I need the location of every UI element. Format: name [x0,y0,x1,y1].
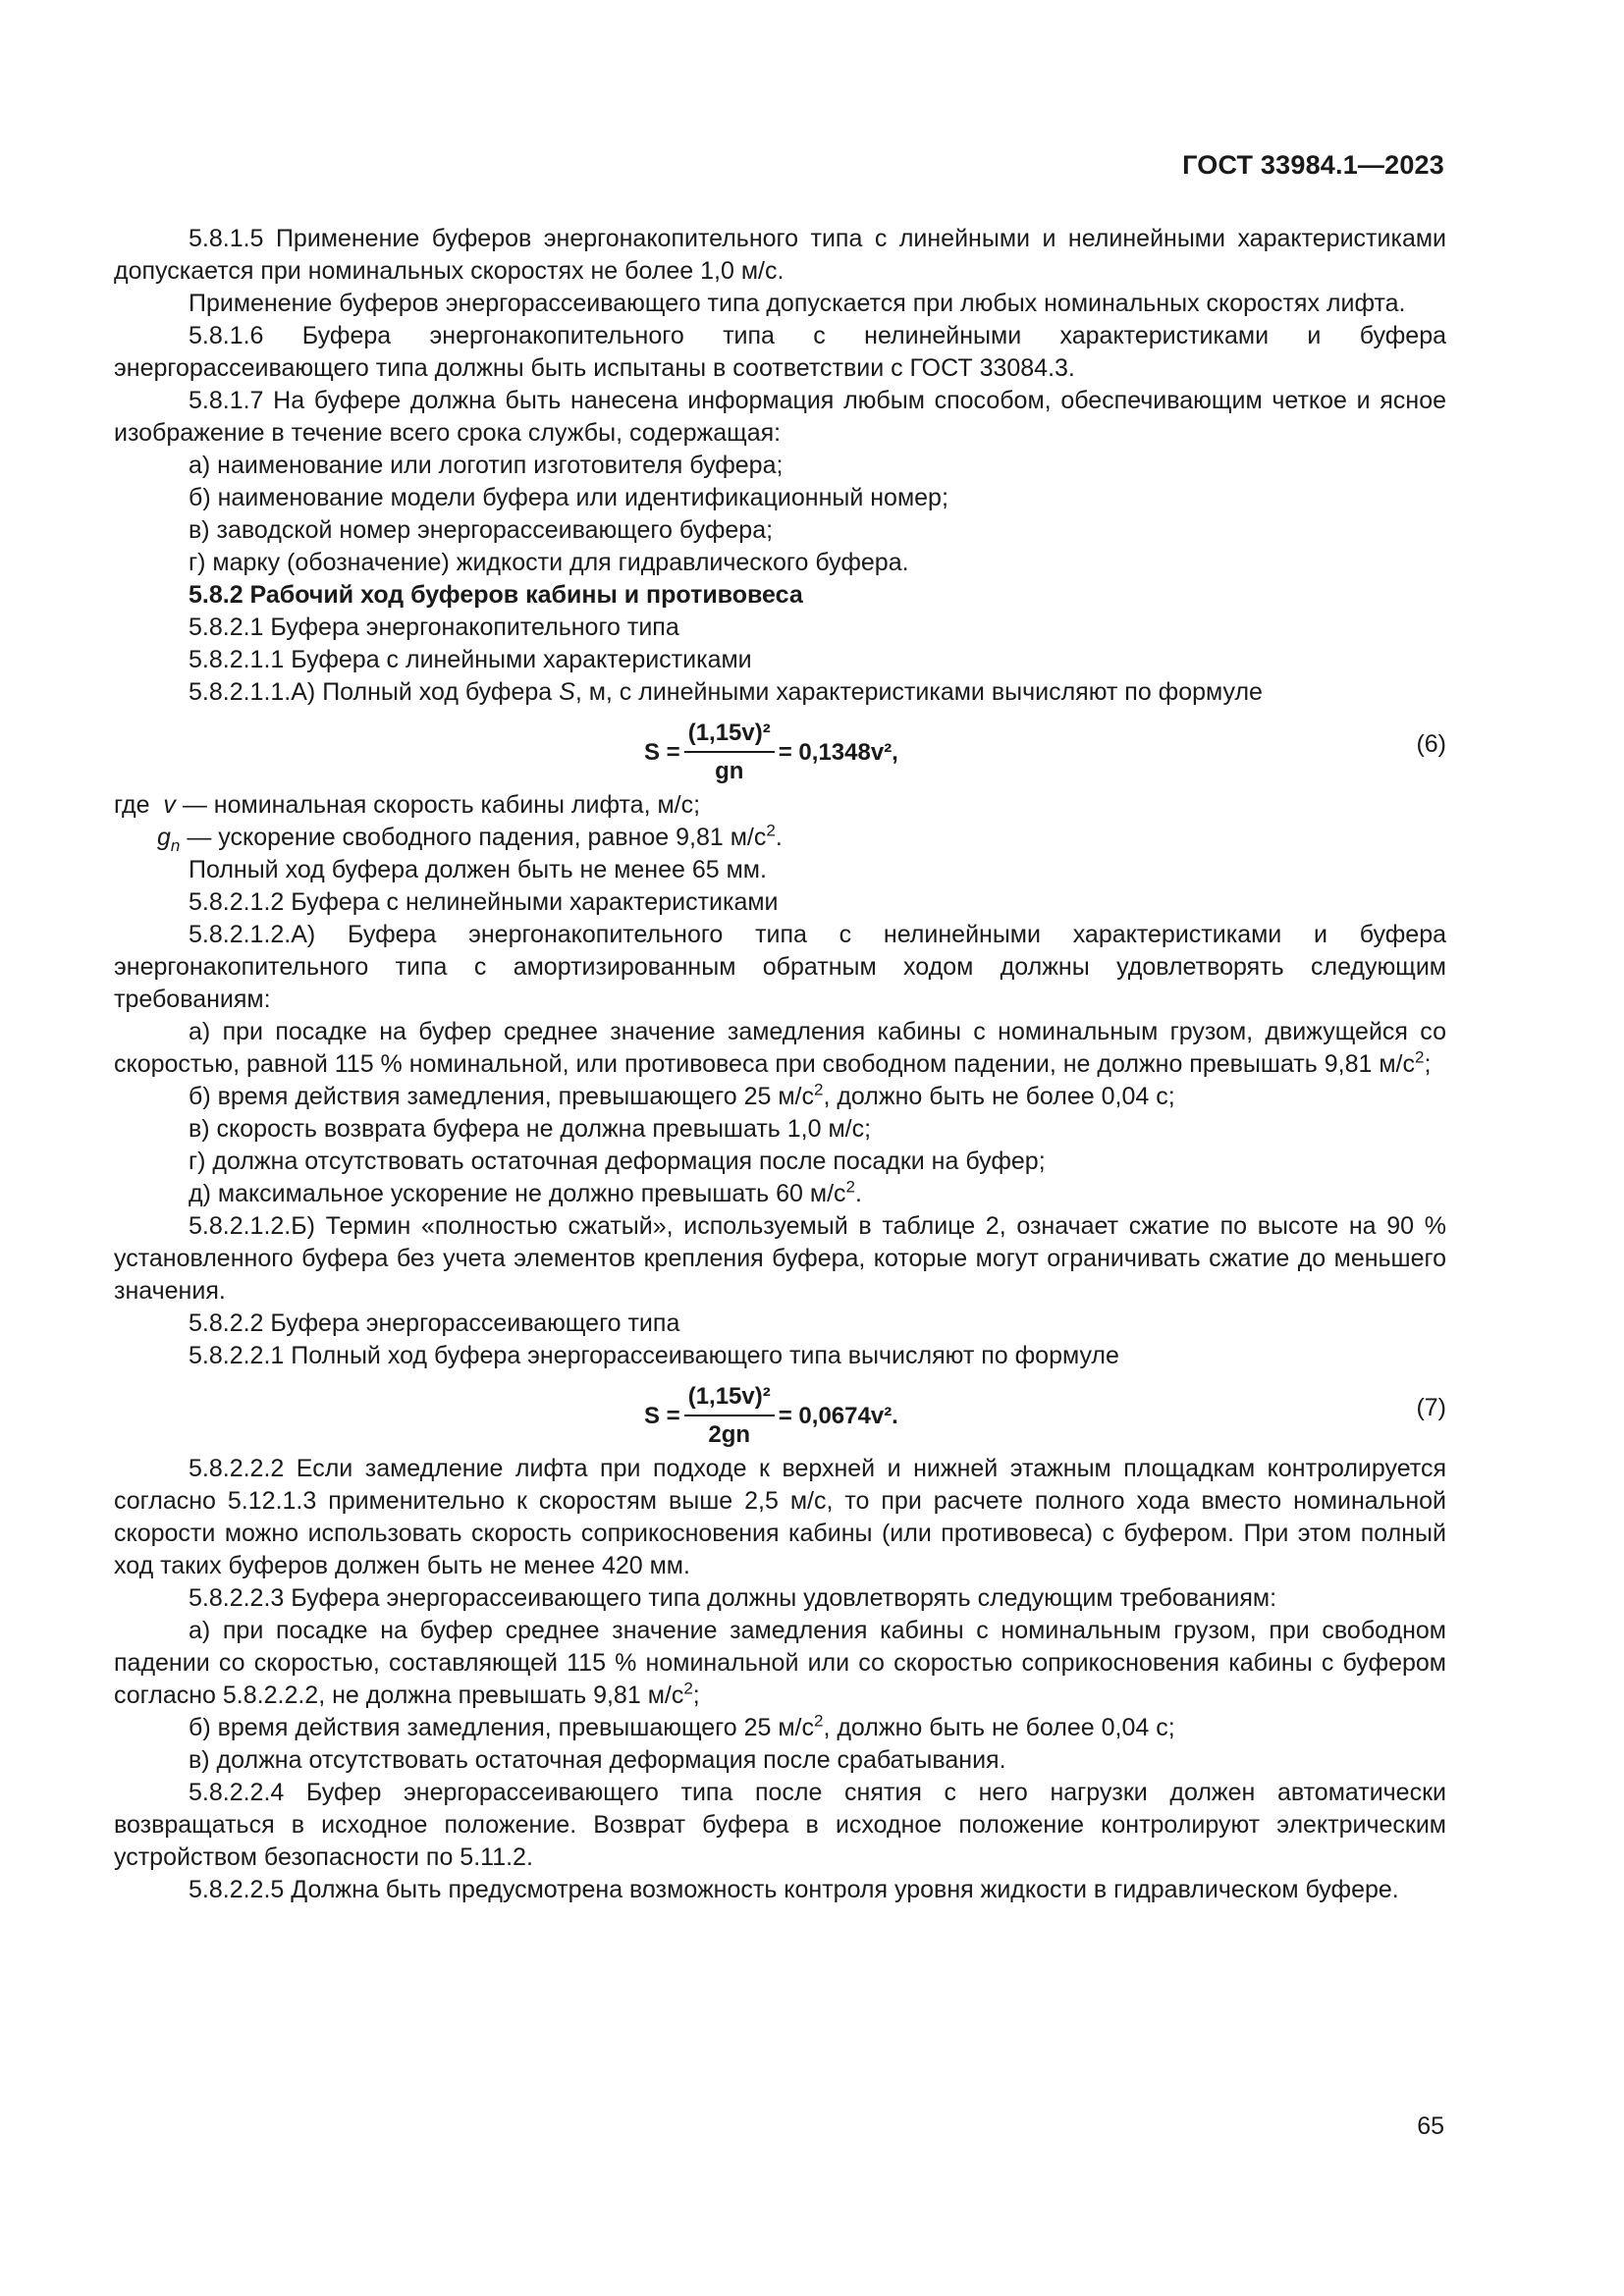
list-item-text: б) время действия замедления, превышающего 25 м/с [189,1714,814,1741]
clause-5-8-2-2-5: 5.8.2.2.5 Должна быть предусмотрена возможность контроля уровня жидкости в гидравлическом буфере. [189,1876,1399,1903]
formula-rhs: = 0,0674v². [778,1402,898,1429]
clause-5-8-2-2-4: 5.8.2.2.4 Буфер энергорассеивающего типа после снятия с него нагрузки должен автоматически возвращаться в исходное положение. Возврат буфера в исходное положение контролируют электрическим устройством безопасности по 5.11.2. [114,1779,1446,1871]
list-item: в) скорость возврата буфера не должна превышать 1,0 м/с; [189,1115,872,1143]
list-item: г) должна отсутствовать остаточная деформация после посадки на буфер; [189,1148,1046,1175]
list-item: в) заводской номер энергорассеивающего буфера; [189,516,774,544]
document-header: ГОСТ 33984.1—2023 [1182,150,1444,180]
list-item-text: а) при посадке на буфер среднее значение замедления кабины с номинальным грузом, движущейся со скоростью, равной 115 % номинальной, или противовеса при свободном падении, не должно превышать 9,81 м/с [114,1018,1446,1078]
where-g-text: — ускорение свободного падения, равное 9,81 м/с [187,824,767,851]
variable-g-sub: n [170,836,181,855]
list-item-text: а) при посадке на буфер среднее значение замедления кабины с номинальным грузом, при свободном падении со скоростью, составляющей 115 % номинальной или со скоростью соприкосновения кабины с буфером согласно 5.8.2.2.2, не должна превышать 9,81 м/с [114,1617,1446,1709]
formula-7 [114,1378,1446,1448]
subsection-5-8-2-2: 5.8.2.2 Буфера энергорассеивающего типа [189,1309,680,1337]
variable-v: v [163,791,176,819]
list-item [114,1615,1446,1712]
subsection-5-8-2-1-2: 5.8.2.1.2 Буфера с нелинейными характеристиками [189,888,779,916]
subsection-5-8-2-1-1: 5.8.2.1.1 Буфера с линейными характеристиками [189,646,752,673]
superscript: 2 [766,821,776,840]
list-item: в) должна отсутствовать остаточная деформация после срабатывания. [189,1746,1006,1774]
clause-5-8-1-5: 5.8.1.5 Применение буферов энергонакопительного типа с линейными и нелинейными характеристиками допускается при номинальных скоростях не более 1,0 м/с. [114,225,1446,285]
variable-g: g [157,824,171,851]
where-v [114,789,1446,822]
clause-5-8-2-1-2-a: 5.8.2.1.2.А) Буфера энергонакопительного типа с нелинейными характеристиками и буфера энергонакопительного типа с амортизированным обратным ходом должны удовлетворять следующим требованиям: [114,921,1446,1013]
formula-fraction [684,1380,775,1451]
punctuation: . [775,824,783,851]
superscript: 2 [1414,1047,1425,1067]
clause-text-tail: , м, с линейными характеристиками вычисляют по формуле [574,678,1263,706]
clause-5-8-1-6: 5.8.1.6 Буфера энергонакопительного типа с нелинейными характеристиками и буфера энергорассеивающего типа должны быть испытаны в соответствии с ГОСТ 33084.3. [114,322,1446,382]
where-label: где [114,791,150,819]
clause-5-8-2-2-3: 5.8.2.2.3 Буфера энергорассеивающего типа должны удовлетворять следующим требованиям: [189,1584,1277,1612]
variable-s: S [559,678,575,706]
formula-lhs: S = [644,738,680,766]
superscript: 2 [845,1177,856,1197]
paragraph-min-65mm: Полный ход буфера должен быть не менее 65 мм. [189,856,767,883]
punctuation: . [855,1180,862,1207]
clause-5-8-2-1-2-b: 5.8.2.1.2.Б) Термин «полностью сжатый», используемый в таблице 2, означает сжатие по высоте на 90 % установленного буфера без учета элементов крепления буфера, которые могут ограничивать сжатие до меньшего значения. [114,1212,1446,1305]
formula-numerator: (1,15v)² [684,717,775,753]
list-item-text-tail: , должно быть не более 0,04 с; [823,1083,1175,1110]
subsection-5-8-2-1: 5.8.2.1 Буфера энергонакопительного типа [189,614,679,641]
section-heading-5-8-2: 5.8.2 Рабочий ход буферов кабины и противовеса [189,581,803,609]
list-item: а) наименование или логотип изготовителя буфера; [189,452,784,479]
list-item [114,1178,1446,1210]
superscript: 2 [683,1679,693,1698]
clause-5-8-2-2-2: 5.8.2.2.2 Если замедление лифта при подходе к верхней и нижней этажным площадкам контролируется согласно 5.12.1.3 применительно к скоростям выше 2,5 м/с, то при расчете полного хода вместо номинальной скорости можно использовать скорость соприкосновения кабины (или противовеса) с буфером. При этом полный ход таких буферов должен быть не менее 420 мм. [114,1455,1446,1579]
list-item [114,1712,1446,1744]
list-item: б) наименование модели буфера или идентификационный номер; [189,484,948,511]
paragraph-dissipative-any-speed: Применение буферов энергорассеивающего типа допускается при любых номинальных скоростях лифта. [189,290,1406,317]
formula-lhs: S = [644,1402,680,1429]
list-item-text: д) максимальное ускорение не должно превышать 60 м/с [189,1180,846,1207]
list-item-text: б) время действия замедления, превышающего 25 м/с [189,1083,814,1110]
list-item-text-tail: , должно быть не более 0,04 с; [823,1714,1175,1741]
list-item: г) марку (обозначение) жидкости для гидравлического буфера. [189,549,909,576]
formula-denominator: gn [715,758,744,784]
equation-number: (7) [1416,1394,1446,1421]
formula-expression [644,1380,898,1451]
where-g [114,822,1446,854]
clause-5-8-2-1-1-a [114,676,1446,709]
list-item [114,1081,1446,1113]
clause-text: 5.8.2.1.1.А) Полный ход буфера [189,678,553,706]
formula-rhs: = 0,1348v², [778,738,898,766]
clause-5-8-1-7: 5.8.1.7 На буфере должна быть нанесена информация любым способом, обеспечивающим четкое и ясное изображение в течение всего срока службы, содержащая: [114,387,1446,447]
punctuation: ; [1424,1050,1432,1078]
where-v-text: — номинальная скорость кабины лифта, м/с; [182,791,701,819]
equation-number: (6) [1416,730,1446,758]
page-number: 65 [1417,2112,1444,2140]
formula-denominator: 2gn [708,1421,751,1448]
formula-expression [644,717,898,787]
formula-numerator: (1,15v)² [684,1380,775,1416]
list-item [114,1016,1446,1081]
clause-5-8-2-2-1: 5.8.2.2.1 Полный ход буфера энергорассеивающего типа вычисляют по формуле [189,1342,1119,1369]
punctuation: ; [692,1682,700,1709]
superscript: 2 [813,1711,824,1731]
document-body [114,223,1446,1906]
formula-fraction [684,717,775,787]
superscript: 2 [813,1080,824,1099]
formula-6 [114,715,1446,784]
